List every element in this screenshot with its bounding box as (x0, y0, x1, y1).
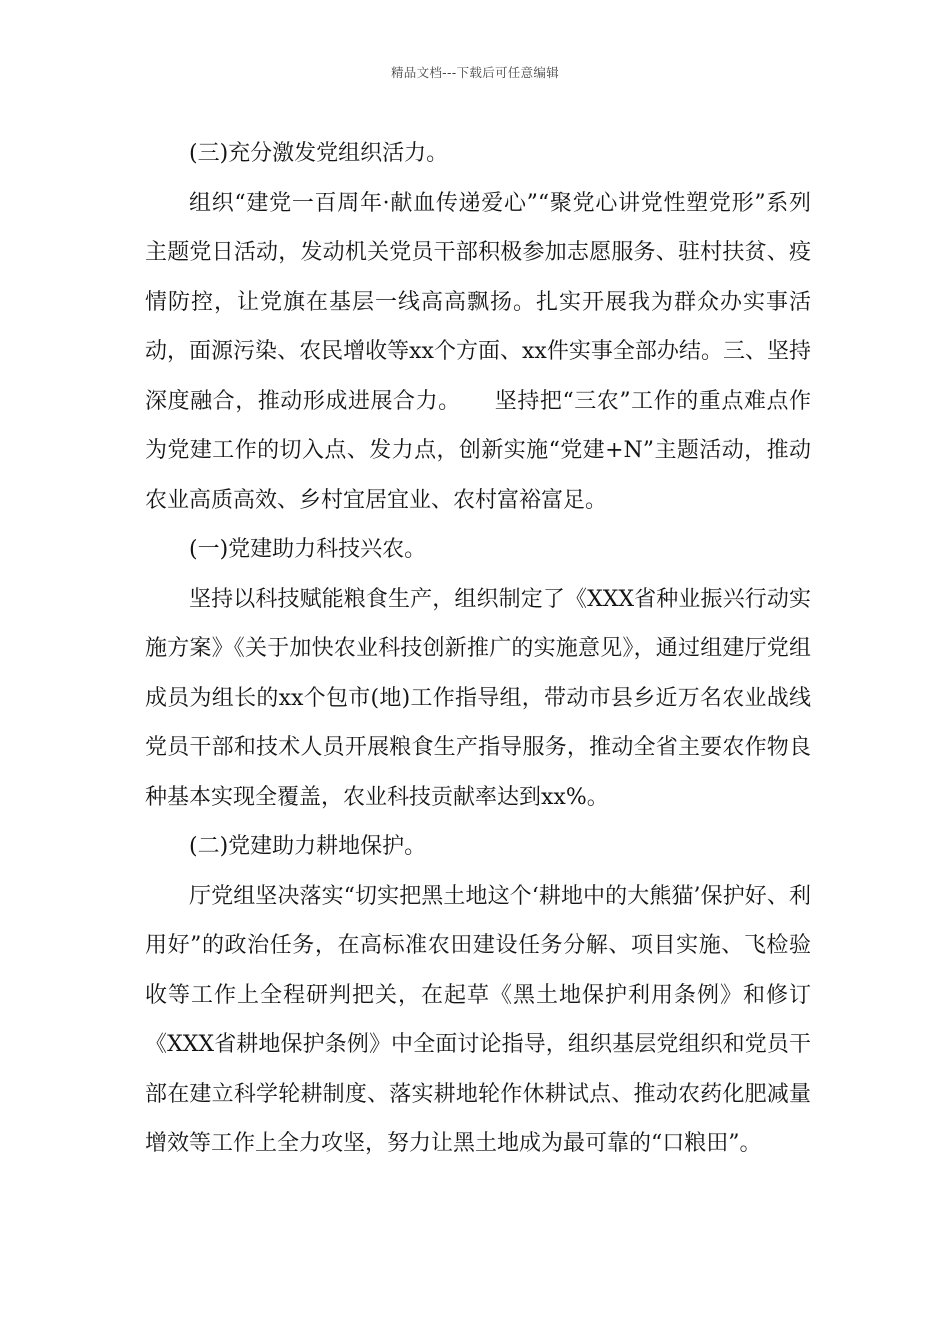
page-header: 精品文档---下载后可任意编辑 (390, 65, 560, 80)
section-heading: (二)党建助力耕地保护。 (189, 834, 427, 859)
body-paragraph: 坚持以科技赋能粮食生产，组织制定了《XXX省种业振兴行动实施方案》《关于加快农业科技创新推广的实施意见》，通过组建厅党组成员为组长的xx个包市(地)工作指导组，带动市县乡近万名农业战线党员干部和技术人员开展粮食生产指导服务，推动全省主要农作物良种基本实现全覆盖，农业科技贡献率达到xx%。 (145, 586, 811, 810)
section-heading: (一)党建助力科技兴农。 (189, 537, 427, 562)
section-heading: (三)充分激发党组织活力。 (189, 141, 449, 166)
body-paragraph: 厅党组坚决落实“切实把黑土地这个‘耕地中的大熊猫’保护好、利用好”的政治任务，在高标准农田建设任务分解、项目实施、飞检验收等工作上全程研判把关，在起草《黑土地保护利用条例》和修订《XXX省耕地保护条例》中全面讨论指导，组织基层党组织和党员干部在建立科学轮耕制度、落实耕地轮作休耕试点、推动农药化肥减量增效等工作上全力攻坚，努力让黑土地成为最可靠的“口粮田”。 (145, 883, 811, 1156)
body-paragraph: 组织“建党一百周年·献血传递爱心”“聚党心讲党性塑党形”系列主题党日活动，发动机关党员干部积极参加志愿服务、驻村扶贫、疫情防控，让党旗在基层一线高高飘扬。扎实开展我为群众办实事活动，面源污染、农民增收等xx个方面、xx件实事全部办结。三、坚持深度融合，推动形成进展合力。 坚持把“三农”工作的重点难点作为党建工作的切入点、发力点，创新实施“党建+N”主题活动，推动农业高质高效、乡村宜居宜业、农村富裕富足。 (145, 190, 811, 513)
document-body (145, 129, 811, 1169)
